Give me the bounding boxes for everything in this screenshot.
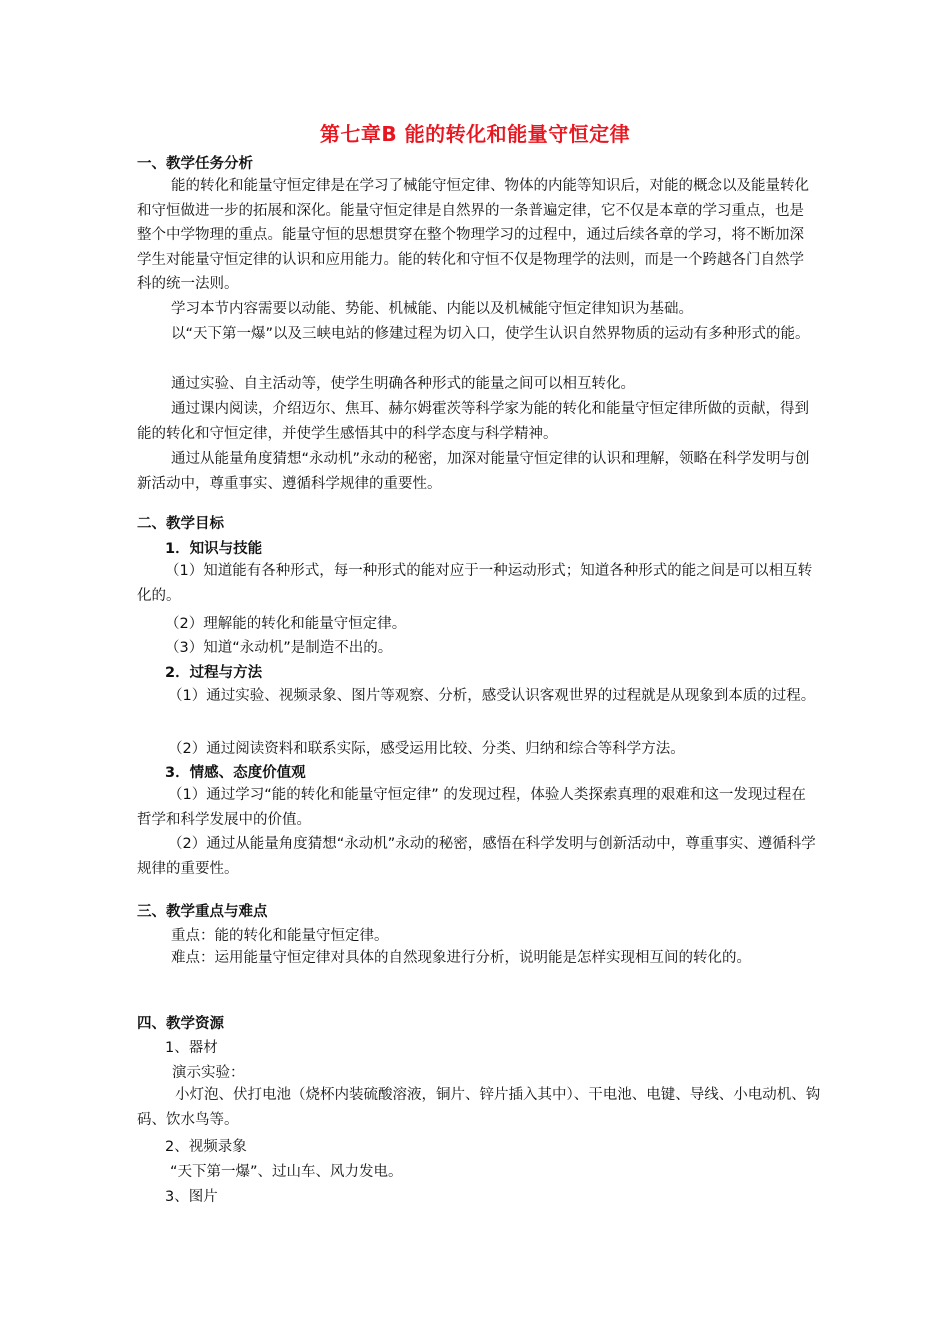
paragraph: 学习本节内容需要以动能、势能、机械能、内能以及机械能守恒定律知识为基础。 bbox=[171, 301, 693, 317]
objective-item: （1）通过学习“能的转化和能量守恒定律” 的发现过程，体验人类探索真理的艰难和这一发现过程在哲学和科学发展中的价值。 bbox=[137, 787, 806, 828]
objective-item: （1）通过实验、视频录象、图片等观察、分析，感受认识客观世界的过程就是从现象到本质的过程。 bbox=[168, 688, 816, 704]
objective-item: （2）通过阅读资料和联系实际，感受运用比较、分类、归纳和综合等科学方法。 bbox=[168, 741, 685, 757]
resource-video-title: 2、视频录象 bbox=[165, 1139, 247, 1155]
resource-equipment-list: 小灯泡、伏打电池（烧杯内装硫酸溶液，铜片、锌片插入其中）、干电池、电键、导线、小电动机、钩码、饮水鸟等。 bbox=[137, 1087, 821, 1128]
section-heading-objectives: 二、教学目标 bbox=[137, 516, 224, 532]
resource-demo-label: 演示实验： bbox=[172, 1065, 245, 1081]
paragraph: 通过实验、自主活动等，使学生明确各种形式的能量之间可以相互转化。 bbox=[171, 376, 635, 392]
resource-images-title: 3、图片 bbox=[165, 1189, 218, 1205]
paragraph: 以“天下第一爆”以及三峡电站的修建过程为切入口，使学生认识自然界物质的运动有多种形式的能。 bbox=[171, 326, 810, 342]
section-heading-analysis: 一、教学任务分析 bbox=[137, 156, 253, 172]
resource-equipment-title: 1、器材 bbox=[165, 1040, 218, 1056]
subheading-attitude: 3．情感、态度价值观 bbox=[165, 765, 306, 781]
difficult-point: 难点：运用能量守恒定律对具体的自然现象进行分析，说明能是怎样实现相互间的转化的。 bbox=[171, 950, 751, 966]
resource-video-list: “天下第一爆”、过山车、风力发电。 bbox=[170, 1164, 403, 1180]
objective-item: （3）知道“永动机”是制造不出的。 bbox=[165, 640, 393, 656]
document-title: 第七章B 能的转化和能量守恒定律 bbox=[319, 122, 631, 146]
objective-item: （2）理解能的转化和能量守恒定律。 bbox=[165, 616, 407, 632]
objective-item: （1）知道能有各种形式，每一种形式的能对应于一种运动形式；知道各种形式的能之间是可以相互转化的。 bbox=[137, 563, 813, 604]
section-heading-key-points: 三、教学重点与难点 bbox=[137, 904, 268, 920]
key-point: 重点：能的转化和能量守恒定律。 bbox=[171, 928, 389, 944]
paragraph: 通过课内阅读，介绍迈尔、焦耳、赫尔姆霍茨等科学家为能的转化和能量守恒定律所做的贡献，得到能的转化和守恒定律，并使学生感悟其中的科学态度与科学精神。 bbox=[137, 401, 809, 442]
section-heading-resources: 四、教学资源 bbox=[137, 1016, 224, 1032]
subheading-method: 2．过程与方法 bbox=[165, 665, 263, 681]
objective-item: （2）通过从能量角度猜想“永动机”永动的秘密，感悟在科学发明与创新活动中，尊重事实、遵循科学规律的重要性。 bbox=[137, 836, 816, 877]
subheading-knowledge: 1．知识与技能 bbox=[165, 541, 263, 557]
paragraph: 能的转化和能量守恒定律是在学习了械能守恒定律、物体的内能等知识后，对能的概念以及能量转化和守恒做进一步的拓展和深化。能量守恒定律是自然界的一条普遍定律，它不仅是本章的学习重点，也是整个中学物理的重点。能量守恒的思想贯穿在整个物理学习的过程中，通过后续各章的学习，将不断加深学生对能量守恒定律的认识和应用能力。能的转化和守恒不仅是物理学的法则，而是一个跨越各门自然学科的统一法则。 bbox=[137, 178, 809, 292]
paragraph: 通过从能量角度猜想“永动机”永动的秘密，加深对能量守恒定律的认识和理解，领略在科学发明与创新活动中，尊重事实、遵循科学规律的重要性。 bbox=[137, 451, 810, 492]
